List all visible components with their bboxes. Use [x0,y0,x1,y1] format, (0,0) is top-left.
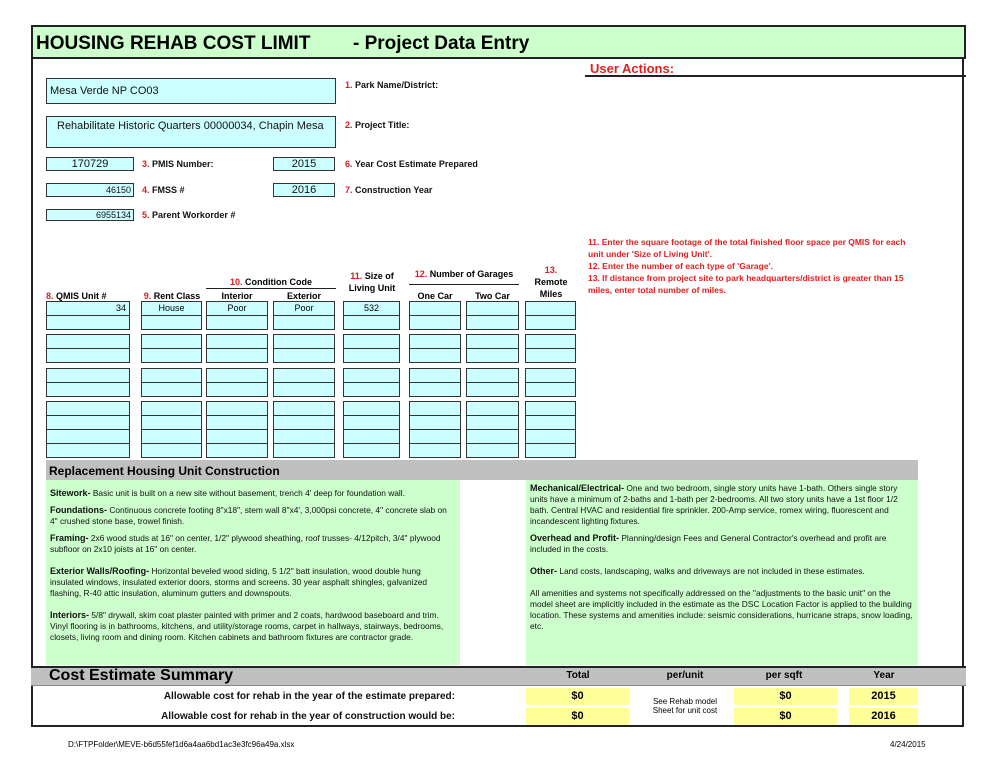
num: 8. [46,291,54,301]
remote-miles-header: Remote Miles [534,277,568,299]
one-car-cell[interactable] [409,443,461,458]
interior-cell[interactable] [206,443,268,458]
interior-header: Interior [221,291,253,301]
remote-miles-cell[interactable] [525,401,576,416]
remote-miles-cell[interactable] [525,368,576,383]
rent-class-cell[interactable] [141,443,202,458]
rent-class-cell[interactable] [141,368,202,383]
rent-class-cell[interactable] [141,429,202,444]
remote-miles-cell[interactable] [525,315,576,330]
interior-cell[interactable] [206,415,268,430]
two-car-cell[interactable] [466,315,519,330]
title-bar [31,25,966,59]
two-car-header: Two Car [475,291,510,301]
spec-paragraph [50,566,456,599]
spec-paragraph [50,533,456,555]
year-estimate: 2015 [849,688,918,705]
remote-miles-cell[interactable] [525,415,576,430]
replacement-heading: Replacement Housing Unit Construction [46,460,918,480]
one-car-cell[interactable] [409,382,461,397]
exterior-cell[interactable] [273,415,335,430]
two-car-cell[interactable] [466,401,519,416]
per-unit-header: per/unit [666,670,704,681]
one-car-cell[interactable] [409,301,461,316]
spec-text: 5/8" drywall, skim coat plaster painted with primer and 2 coats, hardwood baseboard and trim. Vinyl flooring is in bathrooms, kitchens, and utility/storage rooms, carpet in hallways, stairways, bedrooms, closets, living room and dining room. Kitchen cabinets and bathroom fixtures are contractor grade. [50,610,444,642]
rent-class-cell[interactable] [141,315,202,330]
two-car-cell[interactable] [466,348,519,363]
spec-title: Overhead and Profit- [530,533,620,543]
note-line: Sheet for unit cost [652,706,718,715]
spec-text: Horizontal beveled wood siding, 5 1/2" batt insulation, wood double hung insulated windows, insulated exterior doors, storms and screens. 30 year asphalt shingles, galvanized flashing, R-40 attic insulation, aluminum gutters and downspouts. [50,566,428,598]
exterior-cell[interactable] [273,315,335,330]
project-title-input[interactable]: Rehabilitate Historic Quarters 00000034, Chapin Mesa [46,116,336,148]
size-cell[interactable] [343,368,400,383]
total-header: Total [566,670,590,681]
one-car-cell[interactable] [409,368,461,383]
interior-cell[interactable] [206,368,268,383]
print-date: 4/24/2015 [890,740,926,749]
replacement-left-panel [46,480,460,665]
two-car-cell[interactable] [466,334,519,349]
two-car-cell[interactable] [466,443,519,458]
user-actions-label: User Actions: [590,61,675,76]
size-cell[interactable] [343,315,400,330]
qmis-cell[interactable] [46,315,130,330]
title-sub: - Project Data Entry [353,33,530,54]
size-cell[interactable] [343,334,400,349]
qmis-header: QMIS Unit # [56,291,107,301]
project-title-label: Project Title: [355,120,410,130]
title-main: HOUSING REHAB COST LIMIT [36,33,311,54]
num: 11. [350,271,363,281]
qmis-cell[interactable] [46,382,130,397]
file-path: D:\FTPFolder\MEVE-b6d55fef1d6a4aa6bd1ac3e3fc96a49a.xlsx [68,740,295,749]
size-cell[interactable]: 532 [343,301,400,316]
exterior-cell[interactable] [273,348,335,363]
spec-text: Land costs, landscaping, walks and driveways are not included in these estimates. [557,566,865,576]
qmis-cell[interactable]: 34 [46,301,130,316]
instruction-12: 12. Enter the number of each type of 'Garage'. [588,261,773,271]
year-estimate-input[interactable]: 2015 [273,157,335,171]
remote-miles-cell[interactable] [525,348,576,363]
spec-paragraph [50,610,456,643]
interior-cell[interactable] [206,348,268,363]
remote-miles-cell[interactable] [525,429,576,444]
parent-workorder-input[interactable]: 6955134 [46,209,134,221]
pmis-input[interactable]: 170729 [46,157,134,171]
qmis-cell[interactable] [46,334,130,349]
one-car-cell[interactable] [409,415,461,430]
num: 6. [345,159,353,169]
parent-workorder-label: Parent Workorder # [152,210,236,220]
one-car-cell[interactable] [409,315,461,330]
two-car-cell[interactable] [466,415,519,430]
interior-cell[interactable] [206,429,268,444]
qmis-cell[interactable] [46,348,130,363]
spec-paragraph [50,505,456,527]
num: 13. [544,265,558,275]
rent-class-header: Rent Class [153,291,201,301]
per-unit-note [640,697,730,715]
exterior-cell[interactable] [273,401,335,416]
spec-text: One and two bedroom, single story units have 1-bath. Others single story units have a minimum of 2-baths and 1-bath per 2-bedrooms. All two story units have a 1st floor 1/2 bath. Central HVAC and residential fire sprinkler. 200-Amp service, romex wiring, fluorescent and incandescent lighting fixtures. [530,483,898,526]
qmis-cell[interactable] [46,401,130,416]
two-car-cell[interactable] [466,301,519,316]
year-estimate-label: Year Cost Estimate Prepared [354,159,478,169]
size-cell[interactable] [343,382,400,397]
spec-paragraph [50,488,456,499]
rent-class-cell[interactable] [141,334,202,349]
exterior-header: Exterior [286,291,321,301]
year-construction: 2016 [849,708,918,725]
instruction-13: 13. If distance from project site to park headquarters/district is greater than 15 miles, enter total number of miles. [588,273,904,295]
park-name-label: Park Name/District: [355,80,439,90]
replacement-right-panel [526,480,918,665]
one-car-cell[interactable] [409,429,461,444]
park-name-input[interactable]: Mesa Verde NP CO03 [46,78,336,104]
interior-cell[interactable] [206,315,268,330]
qmis-cell[interactable] [46,415,130,430]
num: 2. [345,120,353,130]
exterior-cell[interactable] [273,443,335,458]
two-car-cell[interactable] [466,429,519,444]
total-construction: $0 [526,708,629,725]
fmss-input[interactable]: 46150 [46,183,134,197]
construction-year-input[interactable]: 2016 [273,183,335,197]
remote-miles-cell[interactable] [525,301,576,316]
exterior-cell[interactable] [273,334,335,349]
num: 9. [143,291,152,301]
two-car-cell[interactable] [466,368,519,383]
size-cell[interactable] [343,429,400,444]
fmss-label: FMSS # [152,185,185,195]
interior-cell[interactable] [206,334,268,349]
year-header: Year [873,670,895,681]
interior-cell[interactable] [206,401,268,416]
exterior-cell[interactable] [273,429,335,444]
spec-text: All amenities and systems not specifically addressed on the "adjustments to the basic unit" on the model sheet are implicitly included in the estimate as the DSC Location Factor is applied to the building location. These systems and amenities include: seismic considerations, hurricane straps, snow loading, etc. [530,588,913,631]
construction-year-label: Construction Year [355,185,433,195]
num: 4. [142,185,150,195]
one-car-header: One Car [417,291,453,301]
spec-text: Continuous concrete footing 8"x18", stem wall 8"x4', 3,000psi concrete, 4" concrete slab on 4" crushed stone base, trowel finish. [50,505,447,526]
spec-title: Foundations- [50,505,107,515]
instruction-11: 11. Enter the square footage of the total finished floor space per QMIS for each unit under 'Size of Living Unit'. [588,237,906,259]
rent-class-cell[interactable] [141,415,202,430]
spec-title: Mechanical/Electrical- [530,483,625,493]
one-car-cell[interactable] [409,401,461,416]
spec-paragraph [530,588,914,632]
rent-class-cell[interactable] [141,401,202,416]
spec-title: Other- [530,566,557,576]
remote-miles-cell[interactable] [525,382,576,397]
spec-paragraph [530,533,914,555]
two-car-cell[interactable] [466,382,519,397]
rent-class-cell[interactable]: House [141,301,202,316]
num: 1. [345,80,353,90]
pmis-label: PMIS Number: [152,159,214,169]
num: 3. [142,159,150,169]
spec-title: Framing- [50,533,89,543]
spec-title: Sitework- [50,488,91,498]
num: 5. [142,210,150,220]
spec-paragraph [530,566,914,577]
rent-class-cell[interactable] [141,348,202,363]
num: 10. [229,277,243,287]
rent-class-cell[interactable] [141,382,202,397]
per-sqft-header: per sqft [765,670,803,681]
remote-miles-cell[interactable] [525,443,576,458]
note-line: See Rehab model [652,697,718,706]
instructions [588,236,918,296]
qmis-cell[interactable] [46,368,130,383]
spec-text: Planning/design Fees and General Contractor's overhead and profit are included in the costs. [530,533,887,554]
size-cell[interactable] [343,401,400,416]
spec-paragraph [530,483,914,527]
exterior-cell[interactable] [273,368,335,383]
per-sqft-estimate: $0 [734,688,837,705]
qmis-cell[interactable] [46,429,130,444]
spec-text: Basic unit is built on a new site without basement, trench 4' deep for foundation wall. [90,488,405,498]
divider [585,75,966,77]
total-estimate: $0 [526,688,629,705]
row1-label: Allowable cost for rehab in the year of the estimate prepared: [163,691,455,702]
condition-code-header: Condition Code [245,277,313,287]
size-cell[interactable] [343,415,400,430]
per-sqft-construction: $0 [734,708,837,725]
qmis-cell[interactable] [46,443,130,458]
interior-cell[interactable] [206,382,268,397]
spec-title: Exterior Walls/Roofing- [50,566,150,576]
one-car-cell[interactable] [409,348,461,363]
spec-title: Interiors- [50,610,90,620]
exterior-cell[interactable]: Poor [273,301,335,316]
interior-cell[interactable]: Poor [206,301,268,316]
num: 12. [414,269,428,279]
spec-text: 2x6 wood studs at 16" on center, 1/2" plywood sheathing, roof trusses- 4/12pitch, 3/4" plywood subfloor on 2x10 joists at 16" on center. [50,533,441,554]
exterior-cell[interactable] [273,382,335,397]
garages-header: Number of Garages [429,269,514,279]
size-header: Size of Living Unit [348,271,396,293]
row2-label: Allowable cost for rehab in the year of construction would be: [161,711,455,722]
summary-heading: Cost Estimate Summary [49,667,234,684]
size-cell[interactable] [343,348,400,363]
remote-miles-cell[interactable] [525,334,576,349]
one-car-cell[interactable] [409,334,461,349]
size-cell[interactable] [343,443,400,458]
num: 7. [345,185,353,195]
